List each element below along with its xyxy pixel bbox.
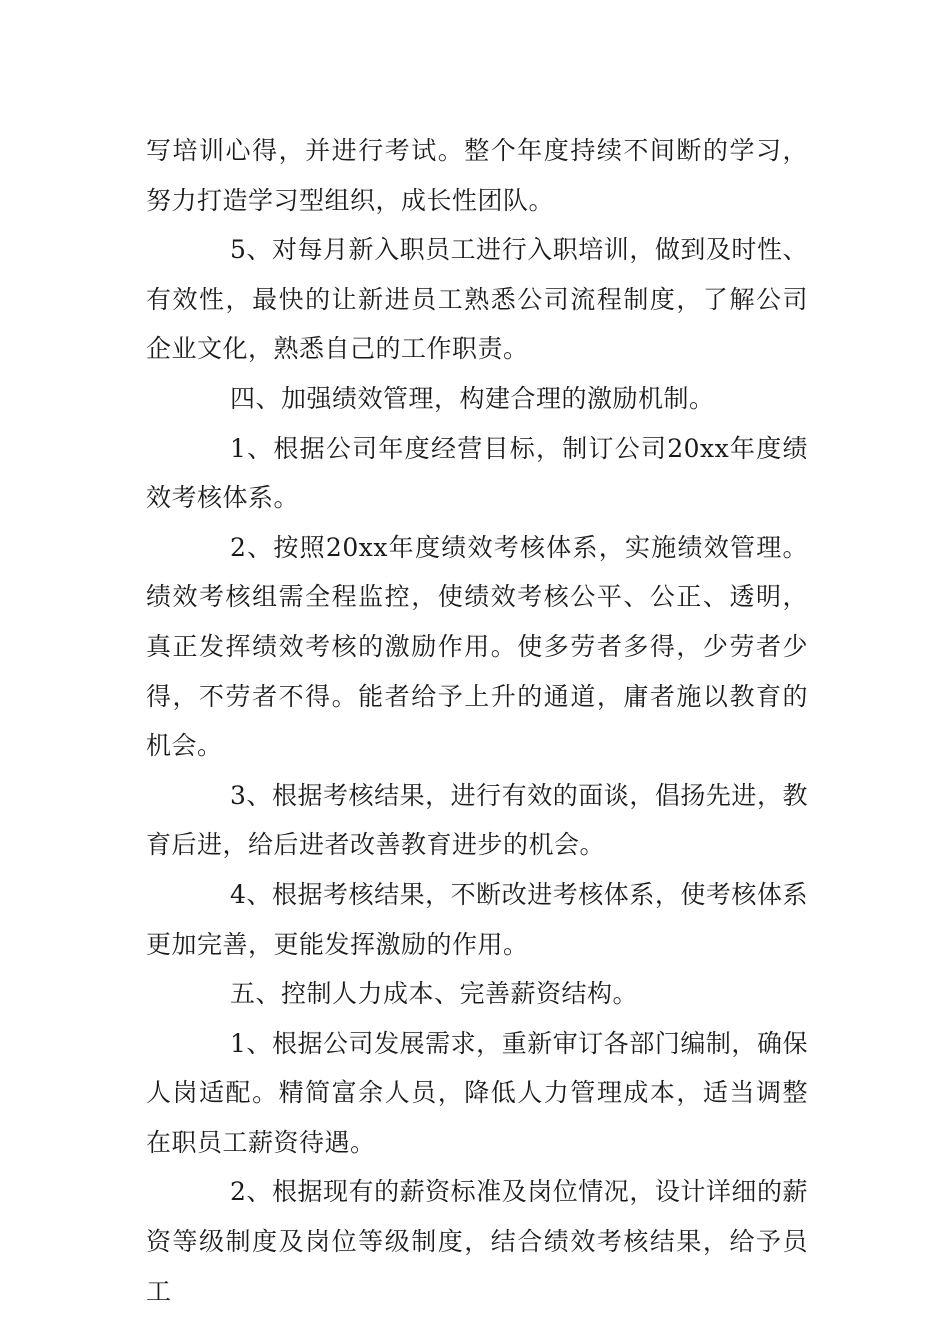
paragraph-cost-item-2: 2、根据现有的薪资标准及岗位情况，设计详细的薪资等级制度及岗位等级制度，结合绩效考核结果，给予员工 <box>146 1177 808 1306</box>
paragraph-performance-item-2: 2、按照20xx年度绩效考核体系，实施绩效管理。绩效考核组需全程监控，使绩效考核公平、公正、透明，真正发挥绩效考核的激励作用。使多劳者多得，少劳者少得，不劳者不得。能者给予上升的通道，庸者施以教育的机会。 <box>146 532 808 761</box>
paragraph-performance-item-4: 4、根据考核结果，不断改进考核体系，使考核体系更加完善，更能发挥激励的作用。 <box>146 879 808 959</box>
document-body <box>146 126 808 1316</box>
paragraph-new-hire-training: 5、对每月新入职员工进行入职培训，做到及时性、有效性，最快的让新进员工熟悉公司流程制度，了解公司企业文化，熟悉自己的工作职责。 <box>146 235 808 364</box>
paragraph-training-continued: 写培训心得，并进行考试。整个年度持续不间断的学习，努力打造学习型组织，成长性团队。 <box>146 136 808 215</box>
paragraph-performance-item-1: 1、根据公司年度经营目标，制订公司20xx年度绩效考核体系。 <box>146 433 808 513</box>
section-heading-performance: 四、加强绩效管理，构建合理的激励机制。 <box>230 383 715 413</box>
section-heading-cost-control: 五、控制人力成本、完善薪资结构。 <box>230 979 639 1009</box>
paragraph-performance-item-3: 3、根据考核结果，进行有效的面谈，倡扬先进，教育后进，给后进者改善教育进步的机会。 <box>146 780 808 860</box>
paragraph-cost-item-1: 1、根据公司发展需求，重新审订各部门编制，确保人岗适配。精简富余人员，降低人力管理成本，适当调整在职员工薪资待遇。 <box>146 1028 808 1157</box>
